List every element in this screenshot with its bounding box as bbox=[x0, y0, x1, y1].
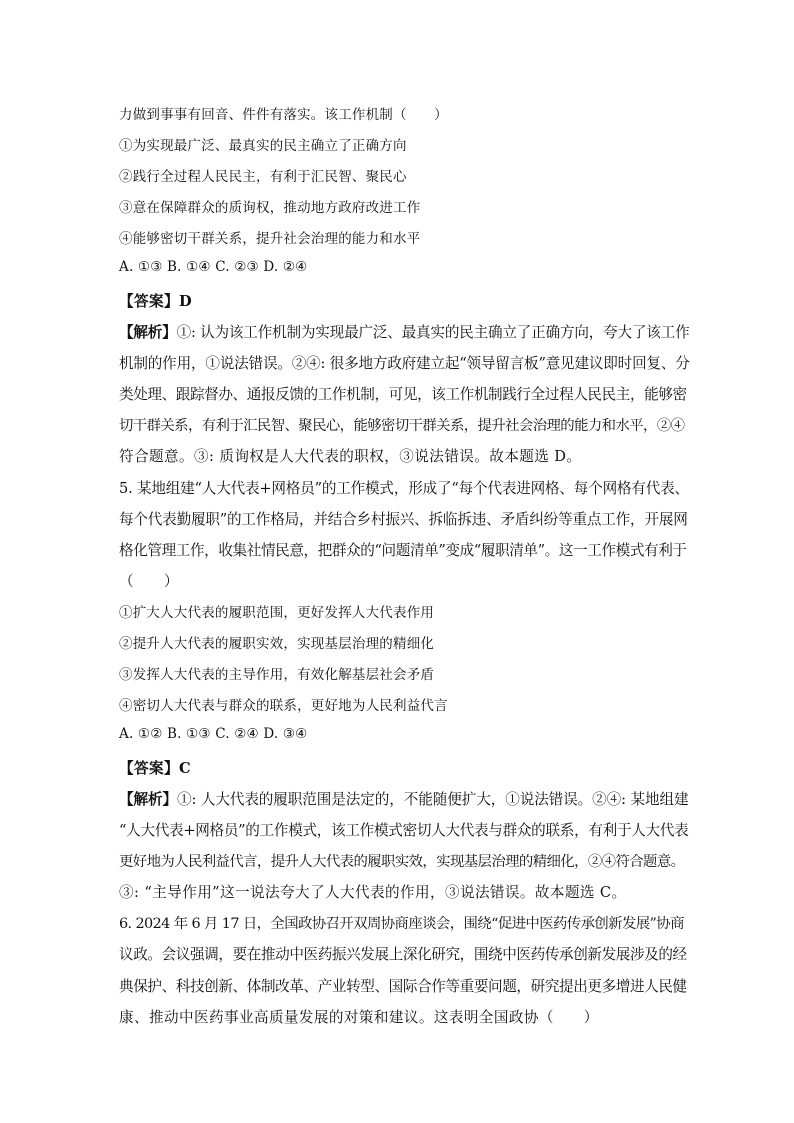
q5-analysis-line-2: “人大代表+网格员”的工作模式，该工作模式密切人大代表与群众的联系，有利于人大代表 bbox=[119, 822, 689, 839]
q5-answer bbox=[119, 757, 191, 778]
q4-choices: A. ①③ B. ①④ C. ②③ D. ②④ bbox=[119, 259, 308, 275]
q5-analysis-line-1 bbox=[119, 788, 689, 809]
q4-option-4: ④能够密切干群关系，提升社会治理的能力和水平 bbox=[119, 231, 421, 247]
q6-stem-line-1: 6. 2024 年 6 月 17 日，全国政协召开双周协商座谈会，围绕“促进中医药传承创新发展”协商 bbox=[119, 916, 684, 932]
answer-label: 【答案】 bbox=[119, 293, 179, 310]
q5-option-4: ④密切人大代表与群众的联系，更好地为人民利益代言 bbox=[119, 698, 448, 714]
answer-value: D bbox=[178, 293, 193, 310]
q5-option-2: ②提升人大代表的履职实效，实现基层治理的精细化 bbox=[119, 636, 435, 652]
q5-option-3: ③发挥人大代表的主导作用，有效化解基层社会矛盾 bbox=[119, 667, 435, 683]
q5-option-1: ①扩大人大代表的履职范围，更好发挥人大代表作用 bbox=[119, 605, 435, 621]
answer-value: C bbox=[178, 760, 191, 777]
q4-analysis-line-3: 类处理、跟踪督办、通报反馈的工作机制，可见，该工作机制践行全过程人民民主，能够密 bbox=[119, 386, 687, 403]
q4-option-1: ①为实现最广泛、最真实的民主确立了正确方向 bbox=[119, 138, 407, 154]
q5-choices: A. ①② B. ①③ C. ②④ D. ③④ bbox=[119, 726, 308, 742]
q5-analysis-line-4: ③: “主导作用”这一说法夸大了人大代表的作用，③说法错误。故本题选 C。 bbox=[119, 884, 627, 901]
q5-analysis-line-3: 更好地为人民利益代言，提升人大代表的履职实效，实现基层治理的精细化，②④符合题意。 bbox=[119, 854, 685, 870]
q4-analysis-line-5: 符合题意。③: 质询权是人大代表的职权，③说法错误。故本题选 D。 bbox=[119, 448, 582, 465]
analysis-label: 【解析】 bbox=[119, 324, 177, 341]
q4-answer bbox=[119, 290, 192, 311]
q4-option-2: ②践行全过程人民民主，有利于汇民智、聚民心 bbox=[119, 169, 407, 185]
q4-analysis-line-1 bbox=[119, 321, 690, 342]
q6-stem-line-3: 典保护、科技创新、体制改革、产业转型、国际合作等重要问题，研究提出更多增进人民健 bbox=[119, 978, 687, 995]
q4-analysis-line-2: 机制的作用，①说法错误。②④: 很多地方政府建立起“领导留言板”意见建议即时回复、分 bbox=[119, 355, 690, 372]
answer-label: 【答案】 bbox=[119, 760, 179, 777]
analysis-text: ①: 认为该工作机制为实现最广泛、最真实的民主确立了正确方向，夸大了该工作 bbox=[176, 324, 690, 341]
q4-analysis-line-4: 切干群关系，有利于汇民智、聚民心，能够密切干群关系，提升社会治理的能力和水平，②④ bbox=[119, 418, 685, 434]
q5-stem-line-3: 格化管理工作，收集社情民意，把群众的“问题清单”变成“履职清单”。这一工作模式有利于 bbox=[119, 542, 687, 559]
q5-stem-line-1: 5. 某地组建“人大代表+网格员”的工作模式，形成了“每个代表进网格、每个网格有代表、 bbox=[119, 480, 689, 497]
q5-stem-line-4: （ ） bbox=[119, 573, 179, 590]
q4-stem-tail: 力做到事事有回音、件件有落实。该工作机制（ ） bbox=[119, 107, 448, 123]
analysis-text: ①: 人大代表的履职范围是法定的，不能随便扩大，①说法错误。②④: 某地组建 bbox=[176, 791, 689, 808]
q6-stem-line-2: 议政。会议强调，要在推动中医药振兴发展上深化研究，围绕中医药传承创新发展涉及的经 bbox=[119, 946, 687, 963]
q6-stem-line-4: 康、推动中医药事业高质量发展的对策和建议。这表明全国政协（ ） bbox=[119, 1009, 599, 1026]
analysis-label: 【解析】 bbox=[119, 791, 177, 808]
q4-option-3: ③意在保障群众的质询权，推动地方政府改进工作 bbox=[119, 200, 421, 216]
q5-stem-line-2: 每个代表勤履职”的工作格局，并结合乡村振兴、拆临拆违、矛盾纠纷等重点工作，开展网 bbox=[119, 511, 688, 528]
